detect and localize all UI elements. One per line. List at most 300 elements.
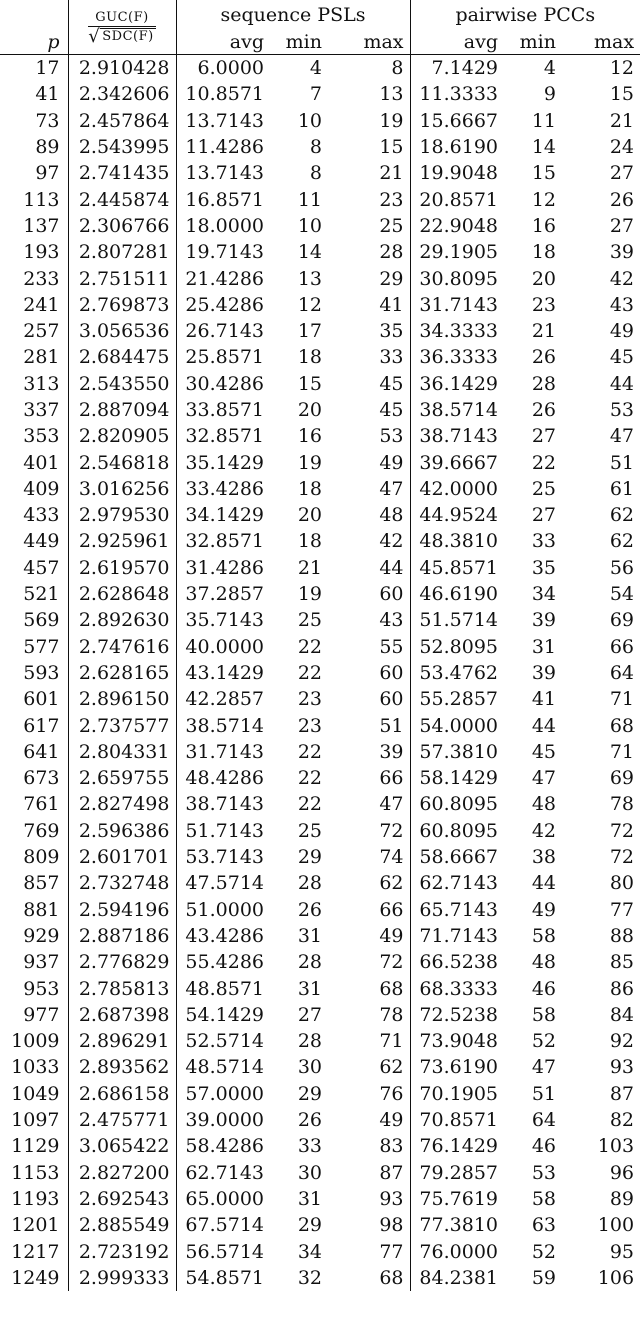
psl-max-cell: 33 xyxy=(328,344,410,370)
p-cell: 449 xyxy=(0,528,68,554)
psl-avg-cell: 37.2857 xyxy=(185,583,264,606)
p-cell: 521 xyxy=(0,581,68,607)
pcc-avg-cell: 60.8095 xyxy=(419,793,498,816)
pcc-max-cell: 86 xyxy=(609,977,635,1000)
pcc-min-cell: 26 xyxy=(531,399,556,421)
pcc-min-cell: 41 xyxy=(531,688,556,711)
ratio-cell: 2.686158 xyxy=(68,1081,176,1107)
ratio-cell: 2.596386 xyxy=(68,818,176,844)
psl-min-cell: 25 xyxy=(297,819,322,842)
psl-max-cell: 47 xyxy=(328,476,410,502)
psl-avg-cell: 47.5714 xyxy=(185,872,264,895)
p-cell: 41 xyxy=(0,81,68,107)
p-cell: 673 xyxy=(0,765,68,791)
table-row xyxy=(0,949,640,975)
pcc-min-cell: 26 xyxy=(531,346,556,369)
p-cell: 281 xyxy=(0,344,68,370)
pcc-min-cell: 23 xyxy=(531,293,556,316)
psl-min-cell: 10 xyxy=(297,214,322,237)
table-row xyxy=(0,844,640,870)
table-row xyxy=(0,1107,640,1133)
psl-max-cell: 74 xyxy=(328,844,410,870)
table-row xyxy=(0,423,640,449)
group-header-pcc: pairwise PCCs xyxy=(455,4,596,26)
p-cell: 1129 xyxy=(0,1133,68,1159)
pcc-min-cell: 35 xyxy=(531,556,556,579)
table-row xyxy=(0,265,640,291)
pcc-max-cell: 47 xyxy=(609,425,635,448)
pcc-max-cell: 66 xyxy=(609,635,635,658)
psl-min-cell: 30 xyxy=(297,1161,322,1184)
psl-avg-cell: 53.7143 xyxy=(185,846,264,869)
psl-max-cell: 77 xyxy=(328,1238,410,1264)
psl-min-cell: 11 xyxy=(297,188,322,211)
pcc-max-cell: 103 xyxy=(597,1135,635,1158)
ratio-cell: 2.925961 xyxy=(68,528,176,554)
pcc-avg-cell: 11.3333 xyxy=(419,83,498,106)
pcc-avg-cell: 29.1905 xyxy=(419,241,498,264)
table-row xyxy=(0,55,640,82)
table-row xyxy=(0,81,640,107)
pcc-avg-cell: 65.7143 xyxy=(419,898,498,921)
ratio-cell: 2.601701 xyxy=(68,844,176,870)
table-row xyxy=(0,186,640,212)
psl-min-cell: 33 xyxy=(297,1135,322,1158)
psl-min-cell: 20 xyxy=(297,399,322,421)
pcc-min-cell: 39 xyxy=(531,609,556,632)
pcc-max-cell: 71 xyxy=(609,688,635,711)
pcc-max-cell: 51 xyxy=(609,451,635,474)
pcc-max-cell: 85 xyxy=(609,951,635,974)
psl-avg-cell: 52.5714 xyxy=(185,1030,264,1053)
psl-avg-cell: 58.4286 xyxy=(185,1135,264,1158)
psl-min-cell: 7 xyxy=(309,83,322,106)
p-cell: 89 xyxy=(0,134,68,160)
table-row xyxy=(0,134,640,160)
psl-max-cell: 13 xyxy=(328,81,410,107)
psl-avg-cell: 13.7143 xyxy=(185,162,264,185)
psl-avg-cell: 31.7143 xyxy=(185,740,264,763)
ratio-cell: 2.807281 xyxy=(68,239,176,265)
p-cell: 809 xyxy=(0,844,68,870)
pcc-max-cell: 77 xyxy=(609,898,635,921)
ratio-cell: 2.723192 xyxy=(68,1238,176,1264)
table-row xyxy=(0,791,640,817)
ratio-denominator-wrap xyxy=(88,27,155,46)
p-cell: 193 xyxy=(0,239,68,265)
p-cell: 1217 xyxy=(0,1238,68,1264)
pcc-max-cell: 27 xyxy=(609,162,635,185)
psl-max-cell: 43 xyxy=(328,607,410,633)
ratio-cell: 2.475771 xyxy=(68,1107,176,1133)
psl-avg-cell: 51.0000 xyxy=(185,898,264,921)
psl-max-cell: 49 xyxy=(328,923,410,949)
pcc-max-cell: 92 xyxy=(609,1030,635,1053)
pcc-min-cell: 25 xyxy=(531,477,556,500)
psl-min-cell: 19 xyxy=(297,451,322,474)
pcc-avg-cell: 44.9524 xyxy=(419,504,498,527)
psl-avg-cell: 57.0000 xyxy=(185,1082,264,1105)
p-cell: 593 xyxy=(0,660,68,686)
ratio-cell: 2.543995 xyxy=(68,134,176,160)
psl-min-cell: 25 xyxy=(297,609,322,632)
table-row xyxy=(0,502,640,528)
ratio-cell: 2.546818 xyxy=(68,449,176,475)
p-cell: 1153 xyxy=(0,1159,68,1185)
pcc-min-cell: 33 xyxy=(531,530,556,553)
pcc-min-cell: 63 xyxy=(531,1214,556,1237)
pcc-max-header: max xyxy=(562,30,640,55)
psl-min-cell: 22 xyxy=(297,740,322,763)
pcc-avg-cell: 7.1429 xyxy=(431,57,498,80)
pcc-min-cell: 12 xyxy=(531,188,556,211)
table-row xyxy=(0,897,640,923)
ratio-cell: 2.979530 xyxy=(68,502,176,528)
psl-min-cell: 19 xyxy=(297,583,322,606)
pcc-min-header: min xyxy=(504,30,562,55)
psl-max-cell: 78 xyxy=(328,1002,410,1028)
pcc-avg-cell: 36.3333 xyxy=(419,346,498,369)
p-cell: 1033 xyxy=(0,1054,68,1080)
p-cell: 929 xyxy=(0,923,68,949)
psl-max-cell: 51 xyxy=(328,712,410,738)
pcc-max-cell: 84 xyxy=(609,1003,635,1026)
psl-max-cell: 49 xyxy=(328,1107,410,1133)
pcc-min-cell: 18 xyxy=(531,241,556,264)
table-row xyxy=(0,818,640,844)
ratio-cell: 2.342606 xyxy=(68,81,176,107)
psl-max-cell: 93 xyxy=(328,1186,410,1212)
pcc-min-cell: 14 xyxy=(531,136,556,159)
pcc-avg-cell: 71.7143 xyxy=(419,924,498,947)
psl-min-cell: 29 xyxy=(297,1214,322,1237)
pcc-max-cell: 68 xyxy=(609,714,635,737)
psl-avg-cell: 6.0000 xyxy=(197,57,264,80)
table-row xyxy=(0,739,640,765)
pcc-min-cell: 59 xyxy=(531,1266,556,1289)
table-row xyxy=(0,555,640,581)
psl-avg-cell: 48.4286 xyxy=(185,767,264,790)
psl-max-cell: 49 xyxy=(328,449,410,475)
psl-max-cell: 72 xyxy=(328,818,410,844)
p-cell: 401 xyxy=(0,449,68,475)
table-row xyxy=(0,1159,640,1185)
p-cell: 641 xyxy=(0,739,68,765)
pcc-min-cell: 48 xyxy=(531,951,556,974)
psl-min-cell: 29 xyxy=(297,846,322,869)
table-row xyxy=(0,318,640,344)
pcc-min-cell: 47 xyxy=(531,1056,556,1079)
psl-max-cell: 23 xyxy=(328,186,410,212)
psl-min-cell: 18 xyxy=(297,530,322,553)
ratio-cell: 2.306766 xyxy=(68,213,176,239)
psl-max-cell: 87 xyxy=(328,1159,410,1185)
psl-max-cell: 42 xyxy=(328,528,410,554)
psl-min-cell: 31 xyxy=(297,1187,322,1210)
pcc-min-cell: 38 xyxy=(531,846,556,869)
pcc-avg-cell: 84.2381 xyxy=(419,1266,498,1289)
ratio-cell: 2.769873 xyxy=(68,292,176,318)
psl-min-cell: 31 xyxy=(297,977,322,1000)
p-cell: 73 xyxy=(0,108,68,134)
pcc-max-cell: 56 xyxy=(609,556,635,579)
pcc-max-cell: 96 xyxy=(609,1161,635,1184)
pcc-avg-cell: 30.8095 xyxy=(419,267,498,290)
ratio-cell: 2.457864 xyxy=(68,108,176,134)
table-row xyxy=(0,975,640,1001)
psl-avg-cell: 32.8571 xyxy=(185,425,264,448)
pcc-avg-cell: 75.7619 xyxy=(419,1187,498,1210)
p-cell: 881 xyxy=(0,897,68,923)
ratio-cell: 2.684475 xyxy=(68,344,176,370)
ratio-cell: 2.741435 xyxy=(68,160,176,186)
psl-max-cell: 35 xyxy=(328,318,410,344)
ratio-header xyxy=(68,0,176,55)
psl-avg-cell: 25.4286 xyxy=(185,293,264,316)
pcc-min-cell: 31 xyxy=(531,635,556,658)
pcc-min-cell: 48 xyxy=(531,793,556,816)
p-cell: 433 xyxy=(0,502,68,528)
pcc-max-cell: 39 xyxy=(609,241,635,264)
psl-max-cell: 45 xyxy=(328,371,410,397)
psl-avg-cell: 48.5714 xyxy=(185,1056,264,1079)
p-cell: 17 xyxy=(0,55,68,82)
psl-avg-cell: 10.8571 xyxy=(185,83,264,106)
table-row xyxy=(0,712,640,738)
pcc-min-cell: 42 xyxy=(531,819,556,842)
psl-min-cell: 17 xyxy=(297,320,322,343)
pcc-max-cell: 106 xyxy=(597,1266,635,1289)
ratio-cell: 2.445874 xyxy=(68,186,176,212)
psl-min-cell: 26 xyxy=(297,898,322,921)
p-cell: 137 xyxy=(0,213,68,239)
table-body xyxy=(0,55,640,1291)
pcc-max-cell: 72 xyxy=(609,846,635,869)
psl-min-cell: 22 xyxy=(297,793,322,816)
psl-avg-cell: 16.8571 xyxy=(185,188,264,211)
psl-avg-cell: 25.8571 xyxy=(185,346,264,369)
pcc-min-cell: 4 xyxy=(543,57,556,80)
pcc-avg-cell: 62.7143 xyxy=(419,872,498,895)
table-row xyxy=(0,371,640,397)
ratio-cell: 2.820905 xyxy=(68,423,176,449)
psl-max-cell: 66 xyxy=(328,897,410,923)
pcc-max-cell: 24 xyxy=(609,136,635,159)
pcc-min-cell: 45 xyxy=(531,740,556,763)
psl-max-header: max xyxy=(328,30,410,55)
psl-min-cell: 18 xyxy=(297,346,322,369)
p-cell: 1097 xyxy=(0,1107,68,1133)
psl-avg-cell: 34.1429 xyxy=(185,504,264,527)
psl-avg-cell: 35.7143 xyxy=(185,609,264,632)
table-row xyxy=(0,1133,640,1159)
psl-min-cell: 31 xyxy=(297,924,322,947)
table-row xyxy=(0,449,640,475)
ratio-cell: 2.543550 xyxy=(68,371,176,397)
ratio-numerator: GUC(F) xyxy=(88,9,155,27)
pcc-max-cell: 78 xyxy=(609,793,635,816)
table-row xyxy=(0,634,640,660)
group-header-psl: sequence PSLs xyxy=(176,0,410,30)
psl-min-cell: 18 xyxy=(297,477,322,500)
p-cell: 337 xyxy=(0,397,68,423)
psl-avg-cell: 33.8571 xyxy=(185,399,264,421)
ratio-cell: 2.827498 xyxy=(68,791,176,817)
pcc-max-cell: 61 xyxy=(609,477,635,500)
pcc-avg-cell: 66.5238 xyxy=(419,951,498,974)
table-row xyxy=(0,1265,640,1291)
psl-avg-cell: 21.4286 xyxy=(185,267,264,290)
psl-avg-cell: 54.8571 xyxy=(185,1266,264,1289)
table-row xyxy=(0,344,640,370)
psl-avg-cell: 43.1429 xyxy=(185,661,264,684)
psl-avg-cell: 56.5714 xyxy=(185,1240,264,1263)
pcc-max-cell: 43 xyxy=(609,293,635,316)
psl-min-cell: 4 xyxy=(309,57,322,80)
pcc-avg-cell: 19.9048 xyxy=(419,162,498,185)
psl-min-cell: 28 xyxy=(297,1030,322,1053)
table-row xyxy=(0,1238,640,1264)
psl-min-cell: 20 xyxy=(297,504,322,527)
pcc-avg-cell: 58.1429 xyxy=(419,767,498,790)
pcc-max-cell: 69 xyxy=(609,609,635,632)
table-row xyxy=(0,397,640,423)
psl-max-cell: 60 xyxy=(328,660,410,686)
pcc-min-cell: 44 xyxy=(531,872,556,895)
pcc-max-cell: 12 xyxy=(609,57,635,80)
pcc-max-cell: 72 xyxy=(609,819,635,842)
ratio-cell: 2.885549 xyxy=(68,1212,176,1238)
psl-max-cell: 29 xyxy=(328,265,410,291)
psl-min-cell: 12 xyxy=(297,293,322,316)
pcc-avg-cell: 38.7143 xyxy=(419,425,498,448)
pcc-avg-cell: 31.7143 xyxy=(419,293,498,316)
ratio-cell: 2.896291 xyxy=(68,1028,176,1054)
ratio-cell: 2.827200 xyxy=(68,1159,176,1185)
p-cell: 577 xyxy=(0,634,68,660)
pcc-min-cell: 58 xyxy=(531,1187,556,1210)
pcc-max-cell: 53 xyxy=(609,399,635,421)
psl-max-cell: 21 xyxy=(328,160,410,186)
table-row xyxy=(0,581,640,607)
p-cell: 601 xyxy=(0,686,68,712)
table-row xyxy=(0,292,640,318)
pcc-min-cell: 58 xyxy=(531,1003,556,1026)
ratio-cell: 2.887094 xyxy=(68,397,176,423)
pcc-max-cell: 21 xyxy=(609,109,635,132)
psl-min-cell: 26 xyxy=(297,1109,322,1132)
pcc-min-cell: 58 xyxy=(531,924,556,947)
psl-min-cell: 23 xyxy=(297,714,322,737)
p-cell: 353 xyxy=(0,423,68,449)
pcc-avg-cell: 18.6190 xyxy=(419,136,498,159)
p-cell: 409 xyxy=(0,476,68,502)
pcc-avg-cell: 53.4762 xyxy=(419,661,498,684)
p-cell: 457 xyxy=(0,555,68,581)
psl-max-cell: 39 xyxy=(328,739,410,765)
p-header: p xyxy=(0,30,68,55)
p-cell: 1201 xyxy=(0,1212,68,1238)
p-cell: 953 xyxy=(0,975,68,1001)
pcc-avg-cell: 20.8571 xyxy=(419,188,498,211)
table-row xyxy=(0,607,640,633)
pcc-min-cell: 47 xyxy=(531,767,556,790)
psl-max-cell: 53 xyxy=(328,423,410,449)
pcc-max-cell: 64 xyxy=(609,661,635,684)
ratio-cell: 3.016256 xyxy=(68,476,176,502)
psl-max-cell: 25 xyxy=(328,213,410,239)
p-cell: 1009 xyxy=(0,1028,68,1054)
pcc-max-cell: 93 xyxy=(609,1056,635,1079)
table-row xyxy=(0,160,640,186)
ratio-cell: 2.594196 xyxy=(68,897,176,923)
psl-max-cell: 83 xyxy=(328,1133,410,1159)
psl-avg-cell: 39.0000 xyxy=(185,1109,264,1132)
pcc-min-cell: 46 xyxy=(531,1135,556,1158)
psl-min-cell: 23 xyxy=(297,688,322,711)
ratio-cell: 2.628648 xyxy=(68,581,176,607)
pcc-max-cell: 71 xyxy=(609,740,635,763)
psl-min-cell: 30 xyxy=(297,1056,322,1079)
psl-min-cell: 16 xyxy=(297,425,322,448)
ratio-cell: 2.893562 xyxy=(68,1054,176,1080)
table-row xyxy=(0,528,640,554)
p-cell: 977 xyxy=(0,1002,68,1028)
pcc-avg-cell: 38.5714 xyxy=(419,399,498,421)
pcc-min-cell: 11 xyxy=(531,109,556,132)
pcc-avg-cell: 42.0000 xyxy=(419,477,498,500)
sqrt-symbol: √ xyxy=(88,25,101,47)
p-cell: 113 xyxy=(0,186,68,212)
psl-min-cell: 28 xyxy=(297,951,322,974)
pcc-avg-cell: 46.6190 xyxy=(419,583,498,606)
psl-max-cell: 8 xyxy=(328,55,410,82)
table-row xyxy=(0,1002,640,1028)
pcc-avg-cell: 77.3810 xyxy=(419,1214,498,1237)
pcc-max-cell: 54 xyxy=(609,583,635,606)
ratio-cell: 3.056536 xyxy=(68,318,176,344)
pcc-min-cell: 28 xyxy=(531,372,556,395)
pcc-max-cell: 44 xyxy=(609,372,635,395)
psl-min-header: min xyxy=(270,30,328,55)
ratio-fraction xyxy=(88,9,155,46)
psl-avg-cell: 67.5714 xyxy=(185,1214,264,1237)
table-row xyxy=(0,923,640,949)
ratio-cell: 3.065422 xyxy=(68,1133,176,1159)
p-cell: 937 xyxy=(0,949,68,975)
ratio-denominator: SDC(F) xyxy=(102,28,154,44)
ratio-cell: 2.692543 xyxy=(68,1186,176,1212)
ratio-cell: 2.747616 xyxy=(68,634,176,660)
ratio-cell: 2.804331 xyxy=(68,739,176,765)
psl-avg-cell: 55.4286 xyxy=(185,951,264,974)
psl-min-cell: 21 xyxy=(297,556,322,579)
psl-avg-cell: 62.7143 xyxy=(185,1161,264,1184)
psl-min-cell: 27 xyxy=(297,1003,322,1026)
table-row xyxy=(0,1028,640,1054)
psl-max-cell: 19 xyxy=(328,108,410,134)
pcc-avg-cell: 68.3333 xyxy=(419,977,498,1000)
psl-max-cell: 62 xyxy=(328,870,410,896)
pcc-max-cell: 82 xyxy=(609,1109,635,1132)
pcc-max-cell: 27 xyxy=(609,214,635,237)
table-row xyxy=(0,660,640,686)
pcc-max-cell: 95 xyxy=(609,1240,635,1263)
table-row xyxy=(0,1081,640,1107)
pcc-max-cell: 45 xyxy=(609,346,635,369)
ratio-cell: 2.619570 xyxy=(68,555,176,581)
table-row xyxy=(0,213,640,239)
